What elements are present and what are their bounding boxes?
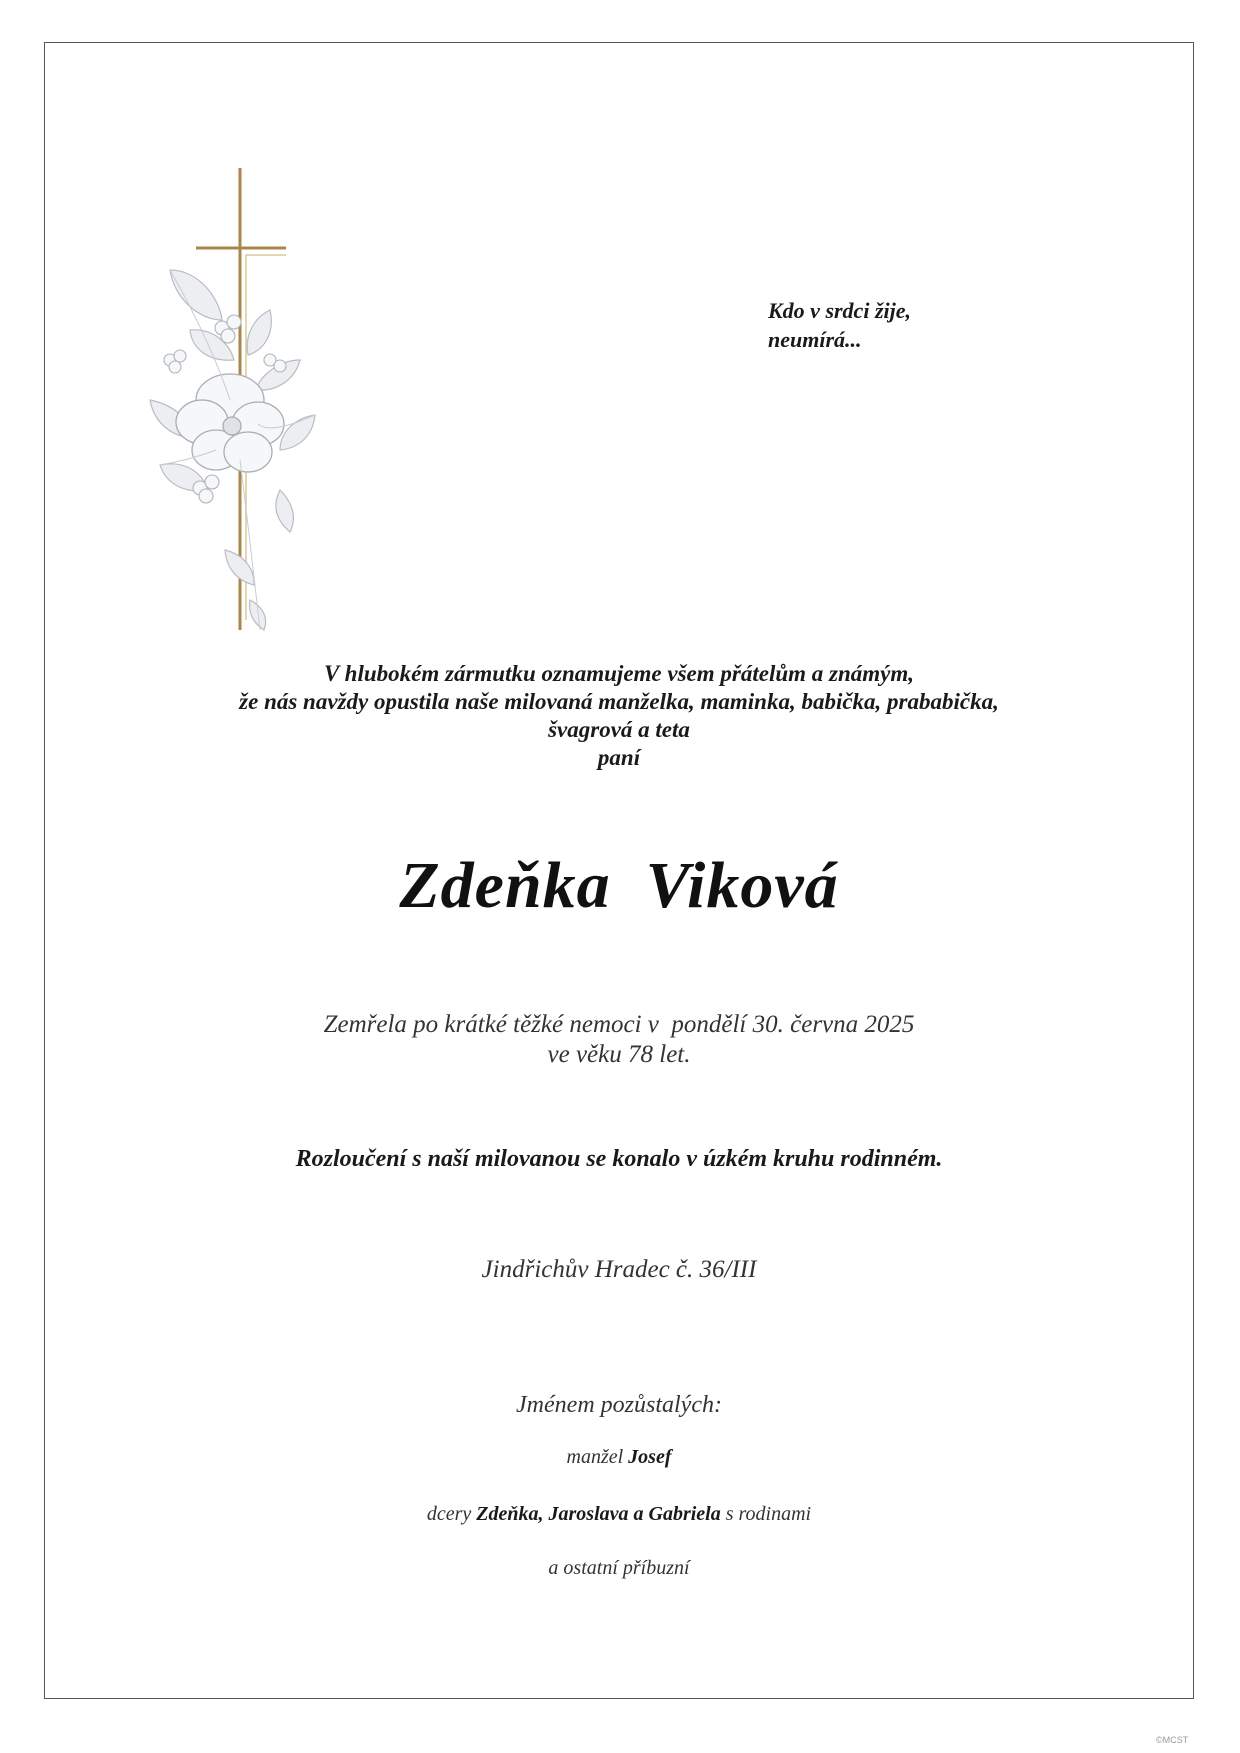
intro-line-2: že nás navždy opustila naše milovaná manželka, maminka, babička, prababička, [239,689,999,714]
daughters-suffix: s rodinami [720,1503,812,1525]
farewell-notice: Rozloučení s naší milovanou se konalo v úzkém kruhu rodinném. [295,1146,943,1172]
death-info [44,1010,1194,1070]
death-line-2: ve věku 78 let. [547,1041,691,1068]
husband-prefix: manžel [566,1446,629,1468]
motto [768,296,911,354]
motto-line-2: neumírá... [768,327,862,352]
daughters-prefix: dcery [426,1503,477,1525]
mourner-husband [44,1446,1194,1469]
intro-line-4: paní [597,745,641,770]
address: Jindřichův Hradec č. 36/III [481,1256,757,1283]
mourner-others: a ostatní příbuzní [548,1557,690,1579]
mourners-title: Jménem pozůstalých: [516,1392,722,1418]
deceased-name-text: Zdeňka Viková [399,849,839,922]
intro-line-1: V hlubokém zármutku oznamujeme všem přátelům a známým, [324,661,914,686]
print-stamp: ©MCST [1156,1735,1189,1745]
deceased-name [44,848,1194,924]
cross-with-flowers-icon [130,160,330,640]
announcement-intro [44,660,1194,772]
mourner-daughters [44,1503,1194,1526]
daughters-names: Zdeňka, Jaroslava a Gabriela [476,1503,721,1525]
death-line-1: Zemřela po krátké těžké nemoci v pondělí 30. června 2025 [323,1011,915,1038]
intro-line-3: švagrová a teta [548,717,690,742]
husband-name: Josef [628,1446,672,1468]
motto-line-1: Kdo v srdci žije, [768,298,911,323]
